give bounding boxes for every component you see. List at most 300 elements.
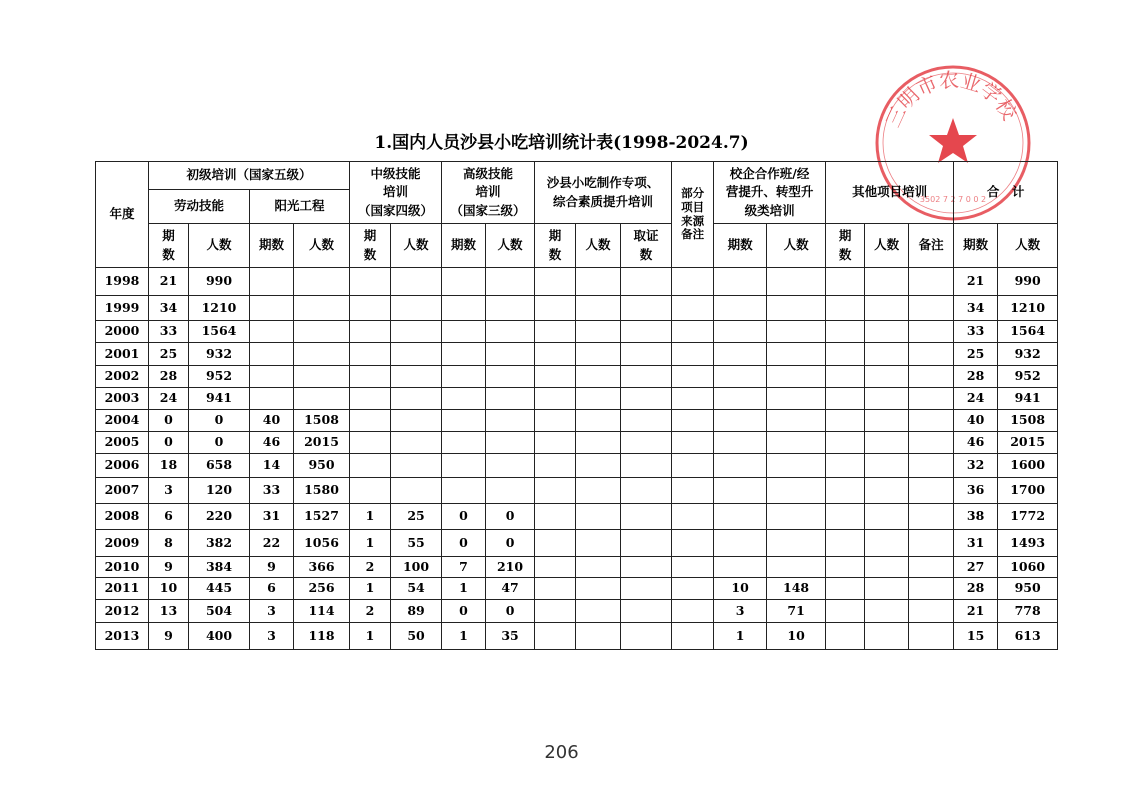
data-cell: 35 bbox=[486, 623, 535, 650]
data-cell bbox=[909, 600, 954, 623]
header-people: 人数 bbox=[998, 224, 1058, 268]
data-cell: 0 bbox=[486, 504, 535, 530]
data-cell: 1508 bbox=[294, 410, 350, 432]
year-cell: 2004 bbox=[96, 410, 149, 432]
data-cell: 1 bbox=[442, 578, 486, 600]
data-cell: 0 bbox=[149, 410, 189, 432]
data-cell bbox=[442, 268, 486, 296]
data-cell: 2 bbox=[350, 557, 391, 578]
data-cell bbox=[865, 321, 909, 343]
data-cell bbox=[826, 478, 865, 504]
year-cell: 2001 bbox=[96, 343, 149, 366]
data-cell: 9 bbox=[149, 623, 189, 650]
data-cell bbox=[486, 410, 535, 432]
data-cell bbox=[714, 504, 767, 530]
data-cell bbox=[909, 530, 954, 557]
table-row bbox=[96, 296, 1058, 321]
data-cell: 384 bbox=[189, 557, 250, 578]
year-cell: 2006 bbox=[96, 454, 149, 478]
data-cell bbox=[621, 366, 672, 388]
year-cell: 2010 bbox=[96, 557, 149, 578]
data-cell bbox=[535, 268, 576, 296]
data-cell: 6 bbox=[250, 578, 294, 600]
data-cell: 34 bbox=[149, 296, 189, 321]
data-cell: 55 bbox=[391, 530, 442, 557]
data-cell bbox=[826, 268, 865, 296]
year-cell: 2011 bbox=[96, 578, 149, 600]
data-cell bbox=[865, 388, 909, 410]
data-cell: 7 bbox=[442, 557, 486, 578]
data-cell: 46 bbox=[954, 432, 998, 454]
data-cell bbox=[442, 454, 486, 478]
data-cell bbox=[767, 504, 826, 530]
data-cell bbox=[535, 623, 576, 650]
data-cell bbox=[909, 268, 954, 296]
header-sunshine-project: 阳光工程 bbox=[250, 190, 350, 224]
data-cell: 33 bbox=[250, 478, 294, 504]
data-cell bbox=[350, 268, 391, 296]
data-cell: 0 bbox=[486, 530, 535, 557]
header-labor-skills: 劳动技能 bbox=[149, 190, 250, 224]
data-cell bbox=[714, 321, 767, 343]
table-row bbox=[96, 321, 1058, 343]
data-cell bbox=[672, 268, 714, 296]
table-row bbox=[96, 557, 1058, 578]
year-cell: 2005 bbox=[96, 432, 149, 454]
data-cell bbox=[909, 388, 954, 410]
header-certificates: 取证 数 bbox=[621, 224, 672, 268]
data-cell bbox=[250, 296, 294, 321]
data-cell bbox=[576, 410, 621, 432]
data-cell bbox=[442, 343, 486, 366]
data-cell: 0 bbox=[189, 432, 250, 454]
data-cell: 10 bbox=[149, 578, 189, 600]
data-cell: 1 bbox=[350, 504, 391, 530]
data-cell bbox=[535, 557, 576, 578]
header-people: 人数 bbox=[294, 224, 350, 268]
data-cell bbox=[250, 343, 294, 366]
data-cell bbox=[391, 454, 442, 478]
data-cell bbox=[391, 343, 442, 366]
data-cell bbox=[350, 321, 391, 343]
data-cell: 21 bbox=[149, 268, 189, 296]
data-cell bbox=[576, 557, 621, 578]
data-cell bbox=[535, 343, 576, 366]
data-cell bbox=[576, 454, 621, 478]
data-cell bbox=[767, 454, 826, 478]
data-cell: 33 bbox=[149, 321, 189, 343]
data-cell: 1493 bbox=[998, 530, 1058, 557]
data-cell bbox=[865, 600, 909, 623]
data-cell bbox=[442, 321, 486, 343]
data-cell: 950 bbox=[294, 454, 350, 478]
data-cell: 54 bbox=[391, 578, 442, 600]
data-cell bbox=[391, 268, 442, 296]
table-row bbox=[96, 623, 1058, 650]
data-cell: 0 bbox=[149, 432, 189, 454]
data-cell: 0 bbox=[486, 600, 535, 623]
header-sessions: 期数 bbox=[714, 224, 767, 268]
data-cell: 6 bbox=[149, 504, 189, 530]
data-cell: 1508 bbox=[998, 410, 1058, 432]
year-cell: 1999 bbox=[96, 296, 149, 321]
data-cell bbox=[350, 296, 391, 321]
data-cell bbox=[672, 623, 714, 650]
data-cell: 31 bbox=[954, 530, 998, 557]
data-cell: 990 bbox=[189, 268, 250, 296]
data-cell bbox=[767, 268, 826, 296]
data-cell: 13 bbox=[149, 600, 189, 623]
data-cell: 31 bbox=[250, 504, 294, 530]
data-cell bbox=[865, 366, 909, 388]
data-cell bbox=[486, 388, 535, 410]
data-cell: 10 bbox=[767, 623, 826, 650]
data-cell bbox=[350, 366, 391, 388]
data-cell bbox=[826, 321, 865, 343]
data-cell: 1 bbox=[350, 530, 391, 557]
data-cell bbox=[576, 504, 621, 530]
data-cell: 1564 bbox=[998, 321, 1058, 343]
data-cell: 1210 bbox=[189, 296, 250, 321]
data-cell bbox=[621, 343, 672, 366]
data-cell: 0 bbox=[442, 530, 486, 557]
table-row bbox=[96, 432, 1058, 454]
data-cell bbox=[535, 321, 576, 343]
data-cell: 100 bbox=[391, 557, 442, 578]
data-cell bbox=[767, 557, 826, 578]
data-cell: 38 bbox=[954, 504, 998, 530]
data-cell bbox=[391, 410, 442, 432]
data-cell: 28 bbox=[954, 578, 998, 600]
data-cell bbox=[826, 578, 865, 600]
data-cell: 32 bbox=[954, 454, 998, 478]
table-body bbox=[96, 268, 1058, 650]
data-cell bbox=[350, 454, 391, 478]
data-cell: 1700 bbox=[998, 478, 1058, 504]
data-cell: 504 bbox=[189, 600, 250, 623]
data-cell bbox=[621, 410, 672, 432]
data-cell bbox=[714, 530, 767, 557]
data-cell: 24 bbox=[149, 388, 189, 410]
table-row bbox=[96, 268, 1058, 296]
data-cell bbox=[391, 366, 442, 388]
data-cell bbox=[486, 268, 535, 296]
data-cell bbox=[767, 343, 826, 366]
table-row bbox=[96, 478, 1058, 504]
data-cell bbox=[865, 504, 909, 530]
data-cell: 941 bbox=[189, 388, 250, 410]
header-other-training: 其他项目培训 bbox=[826, 162, 954, 224]
data-cell bbox=[826, 296, 865, 321]
data-cell bbox=[714, 454, 767, 478]
header-sessions: 期 数 bbox=[350, 224, 391, 268]
data-cell: 220 bbox=[189, 504, 250, 530]
data-cell bbox=[621, 623, 672, 650]
data-cell: 33 bbox=[954, 321, 998, 343]
header-people: 人数 bbox=[391, 224, 442, 268]
data-cell bbox=[826, 530, 865, 557]
data-cell bbox=[576, 600, 621, 623]
data-cell bbox=[767, 388, 826, 410]
data-cell bbox=[535, 432, 576, 454]
data-cell: 952 bbox=[189, 366, 250, 388]
data-cell bbox=[576, 268, 621, 296]
data-cell bbox=[294, 268, 350, 296]
data-cell: 952 bbox=[998, 366, 1058, 388]
header-people: 人数 bbox=[767, 224, 826, 268]
year-cell: 2008 bbox=[96, 504, 149, 530]
data-cell: 1564 bbox=[189, 321, 250, 343]
header-sessions: 期数 bbox=[442, 224, 486, 268]
data-cell bbox=[621, 321, 672, 343]
data-cell: 0 bbox=[442, 600, 486, 623]
data-cell bbox=[865, 530, 909, 557]
table-row bbox=[96, 578, 1058, 600]
data-cell bbox=[767, 432, 826, 454]
data-cell: 10 bbox=[714, 578, 767, 600]
data-cell bbox=[672, 388, 714, 410]
data-cell bbox=[767, 530, 826, 557]
data-cell bbox=[672, 478, 714, 504]
data-cell: 71 bbox=[767, 600, 826, 623]
data-cell bbox=[576, 296, 621, 321]
data-cell bbox=[672, 366, 714, 388]
data-cell: 1600 bbox=[998, 454, 1058, 478]
data-cell bbox=[826, 343, 865, 366]
data-cell bbox=[535, 530, 576, 557]
data-cell bbox=[767, 321, 826, 343]
data-cell bbox=[350, 478, 391, 504]
data-cell bbox=[621, 454, 672, 478]
data-cell: 28 bbox=[149, 366, 189, 388]
year-cell: 2012 bbox=[96, 600, 149, 623]
header-sessions: 期 数 bbox=[826, 224, 865, 268]
data-cell: 2 bbox=[350, 600, 391, 623]
data-cell: 8 bbox=[149, 530, 189, 557]
data-cell bbox=[576, 343, 621, 366]
table-row bbox=[96, 600, 1058, 623]
data-cell: 21 bbox=[954, 268, 998, 296]
data-cell bbox=[909, 454, 954, 478]
data-cell bbox=[621, 600, 672, 623]
data-cell bbox=[621, 432, 672, 454]
data-cell bbox=[909, 478, 954, 504]
data-cell bbox=[250, 388, 294, 410]
data-cell bbox=[714, 557, 767, 578]
data-cell bbox=[672, 296, 714, 321]
data-cell: 50 bbox=[391, 623, 442, 650]
data-cell: 9 bbox=[149, 557, 189, 578]
data-cell: 1060 bbox=[998, 557, 1058, 578]
data-cell: 21 bbox=[954, 600, 998, 623]
header-people: 人数 bbox=[486, 224, 535, 268]
header-total: 合 计 bbox=[954, 162, 1058, 224]
data-cell bbox=[486, 432, 535, 454]
data-cell bbox=[865, 343, 909, 366]
data-cell: 400 bbox=[189, 623, 250, 650]
data-cell bbox=[576, 623, 621, 650]
data-cell bbox=[535, 454, 576, 478]
table-row bbox=[96, 530, 1058, 557]
page-number: 206 bbox=[544, 742, 579, 763]
data-cell: 1580 bbox=[294, 478, 350, 504]
data-cell: 1210 bbox=[998, 296, 1058, 321]
data-cell: 18 bbox=[149, 454, 189, 478]
data-cell: 148 bbox=[767, 578, 826, 600]
data-cell bbox=[826, 454, 865, 478]
data-cell bbox=[621, 504, 672, 530]
data-cell bbox=[576, 388, 621, 410]
data-cell bbox=[909, 410, 954, 432]
data-cell bbox=[909, 578, 954, 600]
data-cell bbox=[826, 366, 865, 388]
data-cell bbox=[294, 343, 350, 366]
data-cell bbox=[294, 388, 350, 410]
data-cell: 120 bbox=[189, 478, 250, 504]
data-cell: 1 bbox=[350, 623, 391, 650]
data-cell bbox=[576, 432, 621, 454]
data-cell bbox=[909, 557, 954, 578]
data-cell bbox=[442, 410, 486, 432]
data-cell bbox=[250, 268, 294, 296]
data-cell: 24 bbox=[954, 388, 998, 410]
data-cell bbox=[621, 578, 672, 600]
data-cell bbox=[909, 366, 954, 388]
data-cell bbox=[391, 478, 442, 504]
data-cell bbox=[714, 478, 767, 504]
data-cell bbox=[826, 388, 865, 410]
data-cell bbox=[486, 454, 535, 478]
data-cell bbox=[621, 268, 672, 296]
year-cell: 1998 bbox=[96, 268, 149, 296]
data-cell: 990 bbox=[998, 268, 1058, 296]
svg-text:三明市农业学校: 三明市农业学校 bbox=[880, 67, 1022, 131]
data-cell bbox=[391, 296, 442, 321]
data-cell bbox=[350, 343, 391, 366]
data-cell bbox=[672, 530, 714, 557]
data-cell bbox=[391, 321, 442, 343]
header-source-remarks: 部分 项目 来源 备注 bbox=[672, 162, 714, 268]
data-cell bbox=[442, 366, 486, 388]
data-cell bbox=[714, 366, 767, 388]
data-cell bbox=[714, 296, 767, 321]
data-cell: 25 bbox=[391, 504, 442, 530]
table-title: 1.国内人员沙县小吃培训统计表(1998-2024.7) bbox=[374, 133, 749, 153]
data-cell: 2015 bbox=[294, 432, 350, 454]
data-cell: 382 bbox=[189, 530, 250, 557]
data-cell bbox=[535, 410, 576, 432]
table-row bbox=[96, 454, 1058, 478]
table-row bbox=[96, 366, 1058, 388]
data-cell bbox=[294, 321, 350, 343]
data-cell bbox=[350, 388, 391, 410]
data-cell bbox=[576, 578, 621, 600]
data-cell: 1 bbox=[714, 623, 767, 650]
data-cell bbox=[767, 478, 826, 504]
data-cell bbox=[535, 600, 576, 623]
header-people: 人数 bbox=[576, 224, 621, 268]
data-cell bbox=[714, 410, 767, 432]
data-cell bbox=[909, 623, 954, 650]
data-cell bbox=[826, 623, 865, 650]
data-cell bbox=[826, 600, 865, 623]
data-cell bbox=[909, 343, 954, 366]
header-sessions: 期 数 bbox=[535, 224, 576, 268]
data-cell: 9 bbox=[250, 557, 294, 578]
data-cell: 114 bbox=[294, 600, 350, 623]
data-cell bbox=[442, 388, 486, 410]
data-cell bbox=[865, 454, 909, 478]
data-cell bbox=[576, 366, 621, 388]
data-cell: 658 bbox=[189, 454, 250, 478]
header-year: 年度 bbox=[96, 162, 149, 268]
data-cell bbox=[535, 578, 576, 600]
header-remarks: 备注 bbox=[909, 224, 954, 268]
data-cell bbox=[865, 410, 909, 432]
data-cell: 36 bbox=[954, 478, 998, 504]
data-cell: 778 bbox=[998, 600, 1058, 623]
data-cell bbox=[250, 321, 294, 343]
data-cell bbox=[865, 296, 909, 321]
data-cell bbox=[486, 343, 535, 366]
data-cell bbox=[621, 478, 672, 504]
header-advanced-training: 高级技能 培训 （国家三级） bbox=[442, 162, 535, 224]
data-cell: 445 bbox=[189, 578, 250, 600]
data-cell bbox=[672, 454, 714, 478]
data-cell bbox=[672, 321, 714, 343]
table-row bbox=[96, 410, 1058, 432]
data-cell: 613 bbox=[998, 623, 1058, 650]
data-cell bbox=[865, 432, 909, 454]
data-cell bbox=[909, 296, 954, 321]
data-cell: 210 bbox=[486, 557, 535, 578]
data-cell bbox=[672, 432, 714, 454]
data-cell: 1 bbox=[350, 578, 391, 600]
training-statistics-table bbox=[95, 161, 1058, 650]
star-icon bbox=[929, 118, 977, 163]
year-cell: 2007 bbox=[96, 478, 149, 504]
data-cell bbox=[826, 410, 865, 432]
data-cell: 950 bbox=[998, 578, 1058, 600]
data-cell: 14 bbox=[250, 454, 294, 478]
data-cell: 40 bbox=[250, 410, 294, 432]
table-row bbox=[96, 504, 1058, 530]
header-sessions: 期 数 bbox=[149, 224, 189, 268]
data-cell bbox=[767, 410, 826, 432]
data-cell bbox=[909, 321, 954, 343]
data-cell bbox=[672, 343, 714, 366]
data-cell bbox=[350, 410, 391, 432]
data-cell: 15 bbox=[954, 623, 998, 650]
data-cell: 34 bbox=[954, 296, 998, 321]
data-cell: 47 bbox=[486, 578, 535, 600]
data-cell bbox=[714, 432, 767, 454]
data-cell: 1 bbox=[442, 623, 486, 650]
data-cell bbox=[486, 321, 535, 343]
data-cell: 256 bbox=[294, 578, 350, 600]
data-cell bbox=[826, 432, 865, 454]
data-cell bbox=[621, 296, 672, 321]
header-shaxian-special-training: 沙县小吃制作专项、 综合素质提升培训 bbox=[535, 162, 672, 224]
year-cell: 2000 bbox=[96, 321, 149, 343]
data-cell: 1056 bbox=[294, 530, 350, 557]
data-cell bbox=[672, 578, 714, 600]
data-cell bbox=[714, 388, 767, 410]
data-cell bbox=[391, 432, 442, 454]
data-cell bbox=[767, 366, 826, 388]
data-cell bbox=[621, 530, 672, 557]
data-cell: 3 bbox=[250, 623, 294, 650]
